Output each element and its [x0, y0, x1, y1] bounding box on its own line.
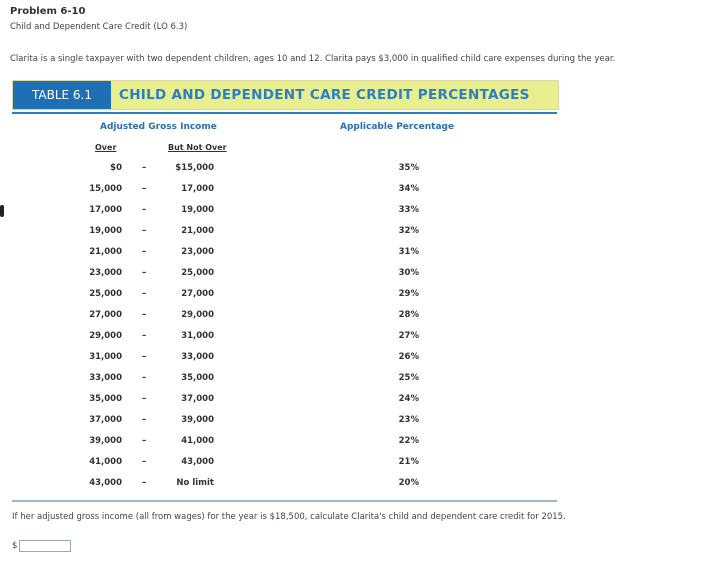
table-row	[0, 391, 720, 412]
row-dash: –	[142, 184, 147, 194]
row-percentage: 28%	[398, 310, 419, 320]
table-row	[0, 370, 720, 391]
row-not-over: 33,000	[181, 352, 214, 362]
row-percentage: 23%	[398, 415, 419, 425]
row-over: 23,000	[89, 268, 122, 278]
row-over: 29,000	[89, 331, 122, 341]
row-dash: –	[142, 352, 147, 362]
row-percentage: 30%	[398, 268, 419, 278]
row-not-over: $15,000	[175, 163, 214, 173]
question-text: If her adjusted gross income (all from wages) for the year is $18,500, calculate Clarita's child and dependent care credit for 2015.	[12, 512, 566, 522]
row-percentage: 20%	[398, 478, 419, 488]
row-not-over: 29,000	[181, 310, 214, 320]
table-row	[0, 349, 720, 370]
row-not-over: 41,000	[181, 436, 214, 446]
row-percentage: 26%	[398, 352, 419, 362]
table-row	[0, 181, 720, 202]
row-dash: –	[142, 331, 147, 341]
table-row	[0, 286, 720, 307]
table-row	[0, 433, 720, 454]
table-row	[0, 328, 720, 349]
problem-subtitle: Child and Dependent Care Credit (LO 6.3)	[10, 22, 188, 32]
row-over: 27,000	[89, 310, 122, 320]
row-not-over: 19,000	[181, 205, 214, 215]
row-percentage: 27%	[398, 331, 419, 341]
row-over: 43,000	[89, 478, 122, 488]
row-not-over: 25,000	[181, 268, 214, 278]
row-dash: –	[142, 478, 147, 488]
row-percentage: 31%	[398, 247, 419, 257]
row-dash: –	[142, 415, 147, 425]
row-over: 41,000	[89, 457, 122, 467]
table-row	[0, 412, 720, 433]
table-row	[0, 307, 720, 328]
row-percentage: 34%	[398, 184, 419, 194]
table-bottom-rule	[12, 500, 557, 502]
row-over: 15,000	[89, 184, 122, 194]
row-over: $0	[110, 163, 122, 173]
row-percentage: 33%	[398, 205, 419, 215]
currency-symbol: $	[12, 541, 18, 551]
row-dash: –	[142, 268, 147, 278]
row-over: 37,000	[89, 415, 122, 425]
row-not-over: 43,000	[181, 457, 214, 467]
row-over: 33,000	[89, 373, 122, 383]
row-percentage: 25%	[398, 373, 419, 383]
row-over: 21,000	[89, 247, 122, 257]
row-percentage: 32%	[398, 226, 419, 236]
table-tag: TABLE 6.1	[13, 81, 111, 109]
table-rows	[0, 160, 720, 496]
row-percentage: 24%	[398, 394, 419, 404]
row-not-over: 23,000	[181, 247, 214, 257]
row-dash: –	[142, 310, 147, 320]
row-dash: –	[142, 247, 147, 257]
row-not-over: No limit	[176, 478, 214, 488]
table-row	[0, 244, 720, 265]
subheader-not-over: But Not Over	[168, 143, 227, 152]
table-title: CHILD AND DEPENDENT CARE CREDIT PERCENTAGES	[111, 81, 558, 109]
subheader-over: Over	[95, 143, 117, 152]
table-row	[0, 265, 720, 286]
table-header	[12, 80, 559, 110]
row-over: 31,000	[89, 352, 122, 362]
row-not-over: 35,000	[181, 373, 214, 383]
problem-title: Problem 6-10	[10, 6, 86, 17]
row-dash: –	[142, 373, 147, 383]
row-over: 35,000	[89, 394, 122, 404]
row-over: 39,000	[89, 436, 122, 446]
row-dash: –	[142, 436, 147, 446]
row-dash: –	[142, 394, 147, 404]
row-percentage: 21%	[398, 457, 419, 467]
problem-text: Clarita is a single taxpayer with two dependent children, ages 10 and 12. Clarita pays $3,000 in qualified child care expenses during the year.	[10, 54, 616, 64]
row-not-over: 21,000	[181, 226, 214, 236]
table-row	[0, 454, 720, 475]
row-not-over: 31,000	[181, 331, 214, 341]
answer-input[interactable]	[19, 540, 71, 552]
table-row	[0, 160, 720, 181]
table-row	[0, 475, 720, 496]
table-top-rule	[12, 112, 557, 114]
row-over: 19,000	[89, 226, 122, 236]
row-not-over: 37,000	[181, 394, 214, 404]
row-over: 17,000	[89, 205, 122, 215]
column-header-percentage: Applicable Percentage	[340, 122, 455, 132]
row-dash: –	[142, 163, 147, 173]
row-dash: –	[142, 205, 147, 215]
row-over: 25,000	[89, 289, 122, 299]
table-row	[0, 223, 720, 244]
row-percentage: 29%	[398, 289, 419, 299]
row-dash: –	[142, 457, 147, 467]
table-row	[0, 202, 720, 223]
row-not-over: 39,000	[181, 415, 214, 425]
row-percentage: 22%	[398, 436, 419, 446]
row-not-over: 27,000	[181, 289, 214, 299]
answer-row	[12, 540, 71, 552]
row-dash: –	[142, 226, 147, 236]
row-dash: –	[142, 289, 147, 299]
column-header-agi: Adjusted Gross Income	[100, 122, 217, 132]
row-percentage: 35%	[398, 163, 419, 173]
row-not-over: 17,000	[181, 184, 214, 194]
